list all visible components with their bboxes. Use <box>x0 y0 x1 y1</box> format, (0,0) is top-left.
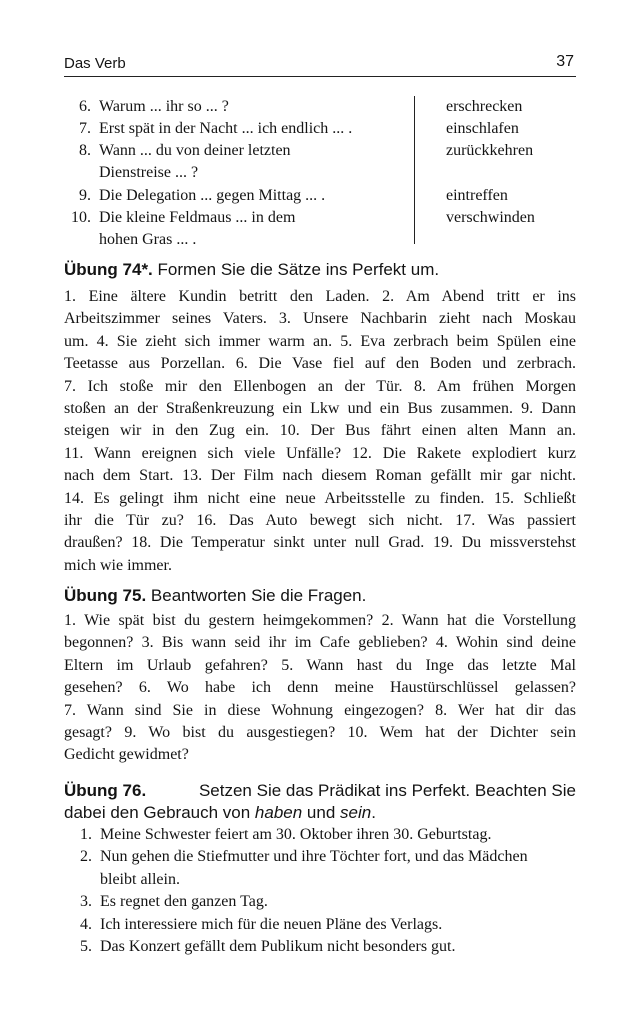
item-number: 3. <box>80 893 92 911</box>
table-row <box>64 207 576 229</box>
text-line: steigen wir in den Zug ein. 10. Der Bus fährt einen alten Mann an. <box>64 422 576 440</box>
heading-line <box>64 780 576 802</box>
text-line: Teetasse aus Porzellan. 6. Die Vase fiel auf den Boden und zerbrach. <box>64 355 576 373</box>
text-line: 7. Wann sind Sie in diese Wohnung eingezogen? 8. Wer hat dir das <box>64 701 576 719</box>
item-verb: erschrecken <box>446 98 523 115</box>
item-number: 5. <box>80 937 92 955</box>
text-line: begonnen? 3. Bis wann seid ihr im Cafe geblieben? 4. Wohin sind deine <box>64 634 576 652</box>
item-sentence: Das Konzert gefällt dem Publikum nicht besonders gut. <box>100 937 456 955</box>
header-rule <box>64 76 576 77</box>
list-item <box>64 891 576 913</box>
item-number: 8. <box>79 142 91 159</box>
item-sentence: Die Delegation ... gegen Mittag ... . <box>99 187 326 204</box>
exercise-instruction: Setzen Sie das Prädikat ins Perfekt. Beachten Sie <box>198 781 576 800</box>
text-line: Arbeitszimmer seines Vaters. 3. Unsere Nachbarin zieht nach Moskau <box>64 310 576 328</box>
exercise-74-text <box>64 286 576 577</box>
keyword-sein: sein <box>340 803 372 822</box>
item-verb: verschwinden <box>446 209 535 226</box>
item-sentence: Erst spät in der Nacht ... ich endlich ... . <box>99 120 353 137</box>
item-verb: zurückkehren <box>446 142 534 159</box>
item-number: 2. <box>80 848 92 866</box>
item-verb: eintreffen <box>446 187 508 204</box>
text-line: gesagt? 9. Wo bist du ausgestiegen? 10. Wem hat der Dichter sein <box>64 723 576 741</box>
table-row <box>64 140 576 162</box>
text-line: 14. Es gelingt ihm nicht eine neue Arbeitsstelle zu finden. 15. Schließt <box>64 489 576 507</box>
exercise-75-text <box>64 610 576 767</box>
text-line: 7. Ich stoße mir den Ellenbogen an der Tür. 8. Am frühen Morgen <box>64 377 576 395</box>
list-item <box>64 846 576 868</box>
exercise-label: Übung 75. <box>64 586 147 605</box>
list-item <box>64 914 576 936</box>
table-row <box>64 185 576 207</box>
list-item <box>64 824 576 846</box>
exercise-74-heading <box>64 259 576 281</box>
section-title: Das Verb <box>64 55 126 72</box>
text-line: mich wie immer. <box>64 556 172 574</box>
item-sentence: Es regnet den ganzen Tag. <box>100 893 268 911</box>
text-line: 11. Wann ereignen sich viele Unfälle? 12. Die Rakete explodiert kurz <box>64 444 576 462</box>
exercise-76-list <box>64 824 576 958</box>
item-sentence: Meine Schwester feiert am 30. Oktober ihren 30. Geburtstag. <box>100 826 492 843</box>
exercise-instruction: und <box>302 803 341 822</box>
text-line: Gedicht gewidmet? <box>64 746 189 764</box>
exercise-instruction: Formen Sie die Sätze ins Perfekt um. <box>152 260 440 279</box>
table-row <box>64 162 576 184</box>
item-sentence: Die kleine Feldmaus ... in dem <box>99 209 296 226</box>
keyword-haben: haben <box>254 803 303 822</box>
table-row <box>64 118 576 140</box>
item-sentence: bleibt allein. <box>100 870 180 888</box>
text-line: um. 4. Sie zieht sich immer warm an. 5. Eva zerbrach beim Spülen eine <box>64 332 576 350</box>
exercise-label: Übung 74*. <box>64 260 153 279</box>
text-line: 1. Eine ältere Kundin betritt den Laden. 2. Am Abend tritt er ins <box>64 288 576 305</box>
item-number: 4. <box>80 915 92 933</box>
text-line: draußen? 18. Die Temperatur sinkt unter null Grad. 19. Du missverstehst <box>64 534 576 552</box>
exercise-instruction: Beantworten Sie die Fragen. <box>146 586 367 605</box>
text-line: 1. Wie spät bist du gestern heimgekommen? 2. Wann hat die Vorstellung <box>64 612 576 629</box>
item-sentence: hohen Gras ... . <box>99 231 197 248</box>
running-header <box>64 53 576 75</box>
item-sentence: Warum ... ihr so ... ? <box>99 98 229 115</box>
text-line: stoßen an der Straßenkreuzung ein Lkw und ein Bus zusammen. 9. Dann <box>64 399 576 417</box>
item-sentence: Ich interessiere mich für die neuen Pläne des Verlags. <box>100 915 443 933</box>
table-row <box>64 229 576 251</box>
item-sentence: Nun gehen die Stiefmutter und ihre Töchter fort, und das Mädchen <box>100 848 528 866</box>
list-item <box>64 869 576 891</box>
item-number: 6. <box>79 98 91 115</box>
exercise-instruction: . <box>371 803 376 822</box>
item-number: 10. <box>71 209 91 226</box>
item-verb: einschlafen <box>446 120 519 137</box>
heading-line <box>64 802 576 824</box>
text-line: ihr die Tür zu? 16. Das Auto bewegt sich nicht. 17. Was passiert <box>64 511 576 529</box>
text-line: gesehen? 6. Wo habe ich denn meine Haustürschlüssel gelassen? <box>64 679 576 697</box>
item-number: 1. <box>80 826 92 843</box>
exercise-76-heading <box>64 780 576 824</box>
item-sentence: Wann ... du von deiner letzten <box>99 142 291 159</box>
exercise-instruction: dabei den Gebrauch von <box>64 803 255 822</box>
item-sentence: Dienstreise ... ? <box>99 164 199 181</box>
table-divider <box>414 96 415 244</box>
text-line: Eltern im Urlaub gefahren? 5. Wann hast du Inge das letzte Mal <box>64 656 576 674</box>
list-item <box>64 936 576 958</box>
item-number: 7. <box>79 120 91 137</box>
item-number: 9. <box>79 187 91 204</box>
page-number: 37 <box>556 53 574 70</box>
exercise-75-heading <box>64 585 576 607</box>
text-line: nach dem Start. 13. Der Film nach diesem Roman gefällt mir gar nicht. <box>64 467 576 485</box>
exercise-label: Übung 76. <box>64 781 147 800</box>
table-row <box>64 96 576 118</box>
